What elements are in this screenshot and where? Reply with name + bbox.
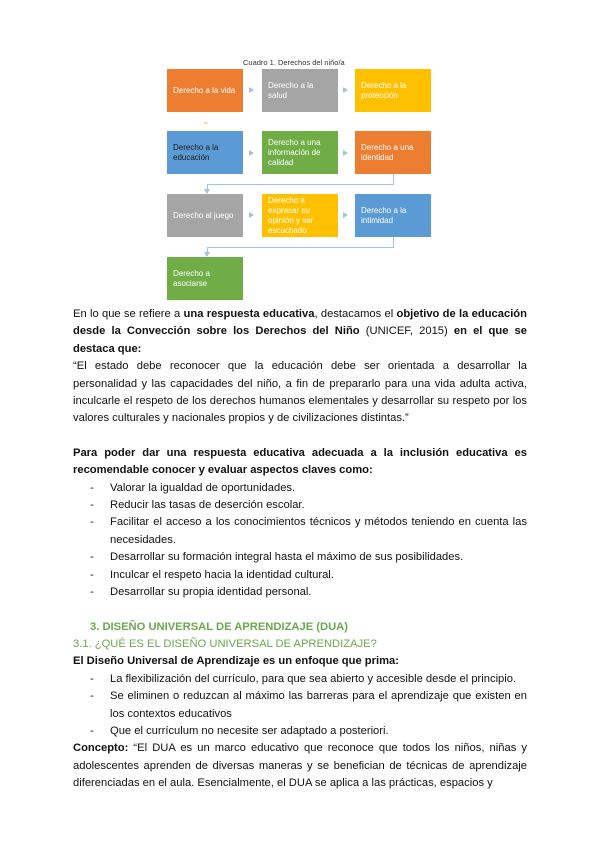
- box-derecho-opinion: Derecho a expresar su opinión y ser escuchado: [262, 194, 338, 237]
- concept-label: Concepto:: [73, 742, 129, 755]
- list-dua: [73, 671, 527, 741]
- concept-text: “El DUA es un marco educativo que reconoce que todos los niños, niñas y adolescentes aprenden de diversas maneras y se benefician de técnicas de aprendizaje diferenciadas en el aula. Esencialmente, el DUA se aplica a las prácticas, espacios y: [73, 742, 527, 790]
- section-title: 3. DISEÑO UNIVERSAL DE APRENDIZAJE (DUA): [90, 620, 348, 633]
- subsection-title: 3.1. ¿QUÉ ES EL DISEÑO UNIVERSAL DE APRENDIZAJE?: [73, 637, 377, 650]
- box-derecho-educacion: Derecho a la educación: [167, 131, 243, 174]
- arrow-connector: [343, 212, 348, 218]
- connector-line: [207, 184, 394, 185]
- box-derecho-juego: Derecho al juego: [167, 194, 243, 237]
- text-run: (UNICEF, 2015): [359, 325, 454, 338]
- list-item: - Se eliminen o reduzcan al máximo las barreras para el aprendizaje que existen en los contextos educativos: [73, 688, 527, 723]
- list-item: - Facilitar el acceso a los conocimientos técnicos y métodos teniendo en cuenta las necesidades.: [73, 514, 527, 549]
- box-derecho-identidad: Derecho a una identidad: [355, 131, 431, 174]
- document-body: [73, 306, 527, 793]
- box-derecho-asociarse: Derecho a asociarse: [167, 257, 243, 300]
- text-run-bold: una respuesta educativa: [183, 308, 315, 320]
- box-derecho-intimidad: Derecho a la intimidad: [355, 194, 431, 237]
- chevron-down-icon: ⌄: [202, 116, 210, 126]
- text-run: En lo que se refiere a: [73, 308, 184, 320]
- arrow-connector: [249, 87, 254, 93]
- list-item: - Reducir las tasas de deserción escolar.: [73, 497, 527, 514]
- list-item: - Que el currículum no necesite ser adaptado a posteriori.: [73, 723, 527, 740]
- list-aspectos: [73, 480, 527, 602]
- connector-line: [207, 247, 394, 248]
- box-derecho-vida: Derecho a la vida: [167, 69, 243, 112]
- text-run: , destacamos el: [314, 308, 397, 320]
- paragraph-respuesta-educativa: [73, 306, 527, 358]
- arrow-connector: [249, 150, 254, 156]
- quote-unicef: “El estado debe reconocer que la educación debe ser orientada a desarrollar la personalidad y las capacidades del niño, a fin de prepararlo para una vida adulta activa, inculcarle el respeto de los derechos humanos elementales y desarrollar su respeto por los valores culturales y nacionales propios y de civilizaciones distintas.”: [73, 360, 527, 425]
- connector-line: [393, 237, 394, 247]
- text-run-bold: en el que se destaca que:: [73, 325, 528, 355]
- list-item: - Valorar la igualdad de oportunidades.: [73, 480, 527, 497]
- paragraph-dua-enfoque: El Diseño Universal de Aprendizaje es un enfoque que prima:: [73, 655, 399, 668]
- box-derecho-proteccion: Derecho a la protección: [355, 69, 431, 112]
- paragraph-concepto: [73, 740, 527, 792]
- list-item: - Desarrollar su formación integral hasta el máximo de sus posibilidades.: [73, 549, 527, 566]
- box-derecho-informacion: Derecho a una información de calidad: [262, 131, 338, 174]
- list-item: - Desarrollar su propia identidad personal.: [73, 584, 527, 601]
- text-run-bold: objetivo de la educación desde la Convección sobre los Derechos del Niño: [73, 308, 527, 338]
- list-item: - Inculcar el respeto hacia la identidad cultural.: [73, 567, 527, 584]
- connector-line: [393, 174, 394, 184]
- rights-diagram: [0, 0, 600, 305]
- arrow-connector: [343, 150, 348, 156]
- paragraph-aspectos-claves: Para poder dar una respuesta educativa adecuada a la inclusión educativa es recomendable conocer y evaluar aspectos claves como:: [73, 446, 527, 477]
- diagram-title: Cuadro 1. Derechos del niño/a: [243, 58, 345, 67]
- arrow-connector: [343, 87, 348, 93]
- arrow-connector: [249, 212, 254, 218]
- box-derecho-salud: Derecho a la salud: [262, 69, 338, 112]
- list-item: - La flexibilización del currículo, para que sea abierto y accesible desde el principio.: [73, 671, 527, 688]
